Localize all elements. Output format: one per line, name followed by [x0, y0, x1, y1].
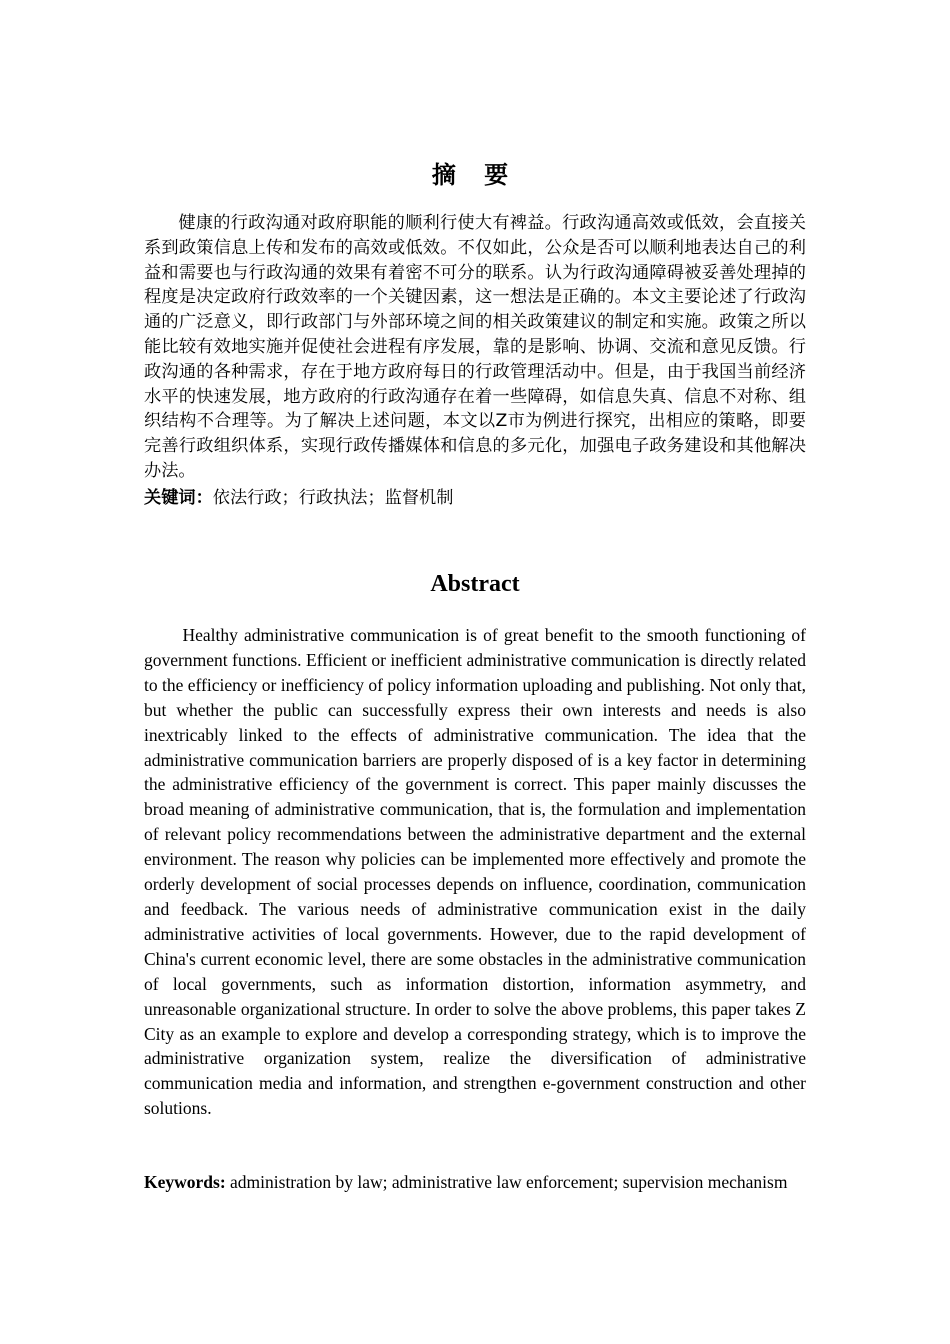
chinese-abstract-title: 摘 要 — [431, 161, 519, 189]
english-abstract-body: Healthy administrative communication is of great benefit to the smooth functioning of government functions. Efficient or inefficient administrative communication is directly related to the efficiency or inefficiency of policy information uploading and publishing. Not only that, but whether the public can successfully express their own interests and needs is also inextricably linked to the effects of administrative communication. The idea that the administrative communication barriers are properly disposed of is a key factor in determining the administrative efficiency of the government is correct. This paper mainly discusses the broad meaning of administrative communication, that is, the formulation and implementation of relevant policy recommendations between the administrative department and the external environment. The reason why policies can be implemented more effectively and promote the orderly development of social processes depends on influence, coordination, communication and feedback. The various needs of administrative communication exist in the daily administrative activities of local governments. However, due to the rapid development of China's current economic level, there are some obstacles in the administrative communication of local governments, such as information distortion, information asymmetry, and unreasonable organizational structure. In order to solve the above problems, this paper takes Z City as an example to explore and develop a corresponding strategy, which is to improve the administrative organization system, realize the diversification of administrative communication media and information, and strengthen e-government construction and other solutions. — [144, 625, 806, 1119]
chinese-keywords — [144, 486, 806, 511]
english-keywords-label: Keywords: — [144, 1172, 226, 1192]
english-keywords-text: administration by law; administrative law enforcement; supervision mechanism — [230, 1172, 788, 1192]
english-keywords — [144, 1170, 806, 1195]
english-abstract-title: Abstract — [430, 571, 520, 597]
chinese-keywords-label: 关键词： — [144, 488, 213, 508]
chinese-keywords-text: 依法行政；行政执法；监督机制 — [212, 488, 454, 508]
chinese-abstract-body: 健康的行政沟通对政府职能的顺利行使大有裨益。行政沟通高效或低效，会直接关系到政策信息上传和发布的高效或低效。不仅如此，公众是否可以顺利地表达自己的利益和需要也与行政沟通的效果有着密不可分的联系。认为行政沟通障碍被妥善处理掉的程度是决定政府行政效率的一个关键因素，这一想法是正确的。本文主要论述了行政沟通的广泛意义，即行政部门与外部环境之间的相关政策建议的制定和实施。政策之所以能比较有效地实施并促使社会进程有序发展，靠的是影响、协调、交流和意见反馈。行政沟通的各种需求，存在于地方政府每日的行政管理活动中。但是，由于我国当前经济水平的快速发展，地方政府的行政沟通存在着一些障碍，如信息失真、信息不对称、组织结构不合理等。为了解决上述问题，本文以Z市为例进行探究，出相应的策略，即要完善行政组织体系，实现行政传播媒体和信息的多元化，加强电子政务建设和其他解决办法。 — [144, 213, 806, 481]
